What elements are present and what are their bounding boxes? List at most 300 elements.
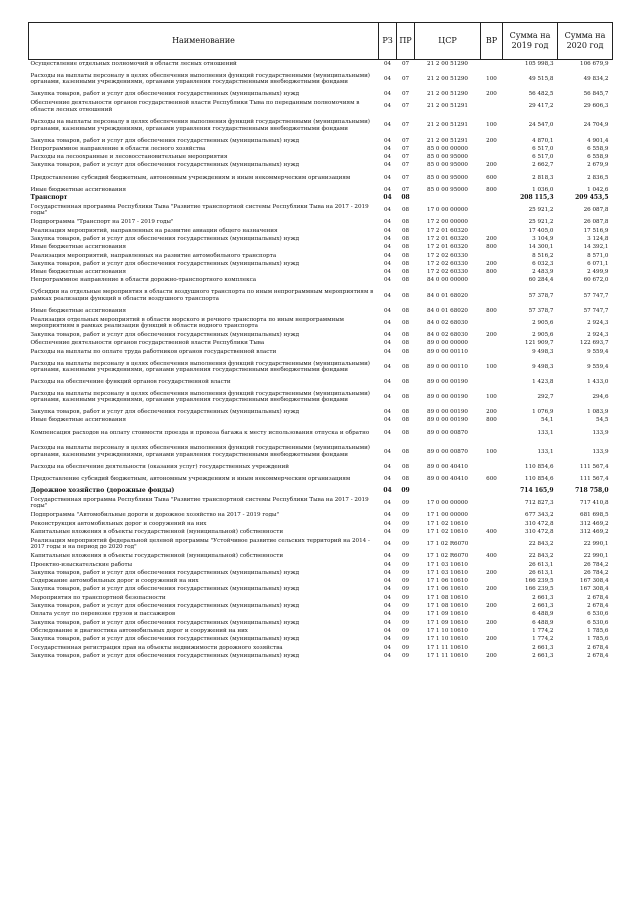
- cell-pr: 07: [401, 154, 410, 161]
- cell-sum-2020: 54,5: [596, 417, 609, 424]
- cell-sum-2019: 6 488,9: [532, 619, 554, 626]
- cell-pr: 07: [401, 103, 410, 110]
- cell-vr: 100: [486, 448, 497, 455]
- cell-name: Содержание автомобильных дорог и сооружений на них: [30, 578, 199, 585]
- cell-name: Капитальные вложения в объекты государственной (муниципальной) собственности: [30, 528, 284, 535]
- table-row: [29, 161, 613, 169]
- cell-sum-2020: 14 392,1: [583, 244, 609, 251]
- table-row: [29, 594, 613, 602]
- cell-name: Закупка товаров, работ и услуг для обеспечения государственных (муниципальных) нужд: [30, 91, 300, 98]
- cell-rz: 04: [383, 512, 392, 519]
- cell-pr: 08: [401, 292, 410, 299]
- cell-sum-2019: 6 488,9: [532, 611, 554, 618]
- cell-vr: 800: [486, 186, 497, 193]
- cell-sum-2020: 106 679,9: [580, 60, 609, 67]
- cell-csr: 17 2 01 60320: [427, 244, 468, 251]
- cell-vr: [481, 252, 503, 260]
- cell-rz: 04: [383, 277, 392, 284]
- cell-pr: 08: [401, 429, 410, 436]
- table-row: [29, 417, 613, 425]
- cell-csr: 89 0 00 40410: [427, 463, 468, 470]
- cell-sum-2020: 26 784,2: [583, 569, 609, 576]
- cell-name: Реализация мероприятий, направленных на развитие авиации общего назначения: [30, 227, 278, 234]
- cell-rz: 04: [383, 409, 392, 416]
- cell-pr: 08: [401, 448, 410, 455]
- cell-name: Закупка товаров, работ и услуг для обеспечения государственных (муниципальных) нужд: [30, 603, 300, 610]
- table-row: [29, 471, 613, 487]
- cell-sum-2020: 122 693,7: [580, 340, 609, 347]
- cell-name: Проектно-изыскательские работы: [30, 561, 133, 568]
- cell-vr: [481, 487, 503, 495]
- cell-sum-2019: 714 165,9: [520, 487, 554, 495]
- table-row: [29, 569, 613, 577]
- cell-csr: 17 1 02 10610: [427, 528, 468, 535]
- cell-sum-2019: 26 613,1: [528, 561, 554, 568]
- cell-sum-2019: 2 483,9: [532, 269, 554, 276]
- cell-vr: 800: [486, 244, 497, 251]
- cell-rz: 04: [383, 475, 392, 482]
- cell-sum-2020: 2 499,9: [587, 269, 609, 276]
- cell-csr: 21 2 00 51291: [427, 137, 468, 144]
- cell-csr: 89 0 00 00190: [427, 417, 468, 424]
- cell-vr: 800: [486, 417, 497, 424]
- cell-rz: 04: [383, 194, 392, 202]
- cell-sum-2019: 17 405,0: [528, 227, 554, 234]
- cell-csr: 85 0 00 95000: [427, 154, 468, 161]
- cell-vr: 600: [486, 174, 497, 181]
- cell-sum-2020: 22 990,1: [583, 553, 609, 560]
- cell-sum-2020: 2 678,4: [587, 652, 609, 659]
- table-row: [29, 495, 613, 511]
- cell-csr: 17 1 11 10610: [427, 652, 468, 659]
- cell-sum-2020: 312 469,2: [580, 528, 609, 535]
- table-row: [29, 194, 613, 202]
- table-row: [29, 528, 613, 536]
- cell-rz: 04: [383, 227, 392, 234]
- cell-name: Реализация мероприятий, направленных на развитие автомобильного транспорта: [30, 252, 277, 259]
- cell-pr: 08: [401, 244, 410, 251]
- cell-name: Оплата услуг по перевозке грузов и пассажиров: [30, 611, 176, 618]
- cell-vr: 100: [486, 76, 497, 83]
- cell-csr: 89 0 00 00190: [427, 394, 468, 401]
- cell-pr: 07: [401, 122, 410, 129]
- cell-name: Компенсация расходов на оплату стоимости проезда и провоза багажа к месту использования отпуска и обратно: [30, 429, 370, 436]
- budget-table: [28, 22, 613, 660]
- cell-pr: 08: [401, 307, 410, 314]
- cell-sum-2020: 111 567,4: [580, 463, 609, 470]
- table-row: [29, 463, 613, 471]
- cell-sum-2020: 6 558,9: [587, 145, 609, 152]
- header-csr: ЦСР: [415, 23, 481, 60]
- table-row: [29, 386, 613, 408]
- cell-pr: 08: [401, 475, 410, 482]
- cell-pr: 07: [401, 162, 410, 169]
- cell-name: Непрограммное направление в области дорожно-транспортного комплекса: [30, 277, 257, 284]
- cell-csr: 21 2 00 51290: [427, 60, 468, 67]
- cell-rz: 04: [383, 162, 392, 169]
- cell-pr: 08: [401, 277, 410, 284]
- cell-vr: 200: [486, 91, 497, 98]
- cell-sum-2020: 167 308,4: [580, 578, 609, 585]
- cell-sum-2019: 29 417,2: [528, 103, 554, 110]
- cell-csr: 84 0 01 68020: [427, 292, 468, 299]
- cell-name: Иные бюджетные ассигнования: [30, 186, 126, 193]
- cell-vr: [481, 378, 503, 386]
- table-body: [29, 60, 613, 661]
- cell-sum-2020: 17 516,9: [583, 227, 609, 234]
- cell-pr: 07: [401, 145, 410, 152]
- table-row: [29, 276, 613, 284]
- cell-pr: 07: [401, 186, 410, 193]
- table-row: [29, 441, 613, 463]
- cell-sum-2019: 2 661,3: [532, 644, 554, 651]
- cell-vr: [481, 276, 503, 284]
- table-row: [29, 145, 613, 153]
- cell-rz: 04: [383, 60, 392, 67]
- cell-sum-2019: 166 239,5: [525, 586, 554, 593]
- header-rz: РЗ: [379, 23, 397, 60]
- cell-csr: 17 2 02 60330: [427, 260, 468, 267]
- cell-vr: 100: [486, 363, 497, 370]
- cell-sum-2020: 6 558,9: [587, 154, 609, 161]
- cell-name: Обеспечение деятельности органов государственной власти Республики Тыва по переданным полномочиям в области лесных отношений: [30, 100, 360, 113]
- cell-pr: 07: [401, 174, 410, 181]
- cell-name: Подпрограмма "Автомобильные дороги и дорожное хозяйство на 2017 - 2019 годы": [30, 512, 280, 519]
- cell-pr: 08: [401, 394, 410, 401]
- cell-pr: 09: [401, 541, 410, 548]
- cell-rz: 04: [383, 186, 392, 193]
- cell-csr: 17 1 08 10610: [427, 594, 468, 601]
- cell-pr: 09: [401, 561, 410, 568]
- cell-sum-2020: 1 083,9: [587, 409, 609, 416]
- cell-pr: 08: [401, 340, 410, 347]
- cell-sum-2019: 57 378,7: [528, 292, 554, 299]
- table-row: [29, 520, 613, 528]
- cell-sum-2020: 60 672,0: [583, 277, 609, 284]
- cell-name: Реконструкция автомобильных дорог и сооружений на них: [30, 520, 207, 527]
- cell-rz: 04: [383, 569, 392, 576]
- cell-name: Обеспечение деятельности органов государственной власти Республики Тыва: [30, 340, 265, 347]
- cell-sum-2020: 2 678,4: [587, 594, 609, 601]
- cell-pr: 09: [401, 512, 410, 519]
- table-row: [29, 170, 613, 186]
- table-row: [29, 378, 613, 386]
- cell-pr: 09: [401, 627, 410, 634]
- cell-rz: 04: [383, 528, 392, 535]
- cell-csr: 17 1 06 10610: [427, 578, 468, 585]
- cell-csr: 84 0 02 68030: [427, 319, 468, 326]
- cell-rz: 04: [383, 561, 392, 568]
- cell-vr: [481, 99, 503, 115]
- cell-rz: 04: [383, 260, 392, 267]
- cell-csr: 85 0 00 95000: [427, 162, 468, 169]
- cell-csr: 17 0 00 00000: [427, 500, 468, 507]
- cell-rz: 04: [383, 636, 392, 643]
- cell-pr: 09: [401, 603, 410, 610]
- cell-csr: 89 0 00 40410: [427, 475, 468, 482]
- table-row: [29, 90, 613, 98]
- cell-sum-2020: 26 087,8: [583, 207, 609, 214]
- cell-sum-2019: 1 423,8: [532, 378, 554, 385]
- cell-vr: [481, 463, 503, 471]
- cell-sum-2020: 24 704,9: [583, 122, 609, 129]
- cell-pr: 07: [401, 91, 410, 98]
- cell-pr: 09: [401, 594, 410, 601]
- cell-sum-2019: 60 284,4: [528, 277, 554, 284]
- cell-rz: 04: [383, 541, 392, 548]
- table-row: [29, 561, 613, 569]
- cell-rz: 04: [383, 578, 392, 585]
- cell-name: Закупка товаров, работ и услуг для обеспечения государственных (муниципальных) нужд: [30, 260, 300, 267]
- cell-rz: 04: [383, 103, 392, 110]
- cell-name: Осуществление отдельных полномочий в области лесных отношений: [30, 60, 237, 67]
- cell-csr: 89 0 00 00000: [427, 340, 468, 347]
- cell-vr: [481, 577, 503, 585]
- cell-pr: 09: [401, 578, 410, 585]
- cell-sum-2019: 4 870,1: [532, 137, 554, 144]
- cell-csr: 17 1 02 10610: [427, 520, 468, 527]
- table-header: [29, 23, 613, 60]
- cell-rz: 04: [383, 319, 392, 326]
- table-row: [29, 137, 613, 145]
- table-row: [29, 627, 613, 635]
- cell-pr: 08: [401, 463, 410, 470]
- cell-sum-2020: 57 747,7: [583, 307, 609, 314]
- cell-name: Государственная программа Республики Тыва "Развитие транспортной системы Республики Тыва на 2017 - 2019 годы": [30, 203, 369, 217]
- cell-vr: [481, 610, 503, 618]
- table-row: [29, 202, 613, 218]
- cell-csr: 17 1 02 R6070: [426, 541, 469, 548]
- cell-csr: 89 0 00 00190: [427, 378, 468, 385]
- cell-vr: [481, 218, 503, 226]
- budget-document-page: [28, 22, 612, 660]
- table-row: [29, 644, 613, 652]
- cell-name: Транспорт: [30, 194, 68, 202]
- table-row: [29, 619, 613, 627]
- cell-pr: 09: [401, 636, 410, 643]
- cell-pr: 08: [401, 331, 410, 338]
- cell-vr: 200: [486, 586, 497, 593]
- cell-sum-2019: 25 921,2: [528, 219, 554, 226]
- cell-sum-2020: 6 071,1: [587, 260, 609, 267]
- cell-sum-2019: 9 498,3: [532, 348, 554, 355]
- cell-csr: 17 2 00 00000: [427, 219, 468, 226]
- cell-sum-2020: 6 530,6: [587, 619, 609, 626]
- cell-name: Субсидии на отдельные мероприятия в области воздушного транспорта по иным непрограммным мероприятиям в рамках реализации функций в области воздушного транспорта: [30, 289, 374, 302]
- table-row: [29, 586, 613, 594]
- cell-sum-2020: 8 571,0: [587, 252, 609, 259]
- cell-rz: 04: [383, 154, 392, 161]
- cell-vr: [481, 511, 503, 519]
- table-row: [29, 60, 613, 69]
- cell-rz: 04: [383, 652, 392, 659]
- cell-sum-2020: 133,9: [592, 448, 609, 455]
- cell-vr: 200: [486, 137, 497, 144]
- table-row: [29, 331, 613, 339]
- cell-rz: 04: [383, 207, 392, 214]
- cell-csr: 89 0 00 00110: [427, 348, 468, 355]
- table-row: [29, 652, 613, 660]
- cell-csr: 17 1 09 10610: [427, 611, 468, 618]
- cell-vr: [481, 194, 503, 202]
- cell-sum-2020: 2 678,4: [587, 644, 609, 651]
- cell-sum-2020: 2 924,3: [587, 319, 609, 326]
- header-name: Наименование: [29, 23, 379, 60]
- cell-pr: 08: [401, 269, 410, 276]
- cell-pr: 08: [401, 363, 410, 370]
- table-row: [29, 268, 613, 276]
- cell-name: Закупка товаров, работ и услуг для обеспечения государственных (муниципальных) нужд: [30, 586, 300, 593]
- cell-rz: 04: [383, 122, 392, 129]
- cell-name: Реализация отдельных мероприятий в области морского и речного транспорта по иным непрограммным мероприятиям в рамках реализации функций в области водного транспорта: [30, 316, 345, 330]
- cell-sum-2019: 121 909,7: [525, 340, 554, 347]
- cell-name: Закупка товаров, работ и услуг для обеспечения государственных (муниципальных) нужд: [30, 162, 300, 169]
- cell-sum-2020: 4 901,4: [587, 137, 609, 144]
- cell-sum-2020: 26 087,8: [583, 219, 609, 226]
- table-row: [29, 260, 613, 268]
- cell-sum-2019: 9 498,3: [532, 363, 554, 370]
- cell-sum-2019: 110 854,6: [525, 475, 554, 482]
- table-row: [29, 356, 613, 378]
- cell-vr: [481, 627, 503, 635]
- cell-pr: 08: [401, 319, 410, 326]
- cell-vr: 800: [486, 269, 497, 276]
- cell-pr: 08: [401, 207, 410, 214]
- cell-csr: 17 1 10 10610: [427, 636, 468, 643]
- cell-name: Расходы на обеспечение деятельности (оказания услуг) государственных учреждений: [30, 463, 289, 470]
- cell-vr: 100: [486, 122, 497, 129]
- cell-name: Расходы на лесоохранные и лесовосстановительные мероприятия: [30, 154, 228, 161]
- cell-name: Закупка товаров, работ и услуг для обеспечения государственных (муниципальных) нужд: [30, 619, 300, 626]
- cell-name: Обследование и диагностика автомобильных дорог и сооружений на них: [30, 627, 248, 634]
- cell-rz: 04: [383, 269, 392, 276]
- cell-rz: 04: [383, 611, 392, 618]
- table-row: [29, 536, 613, 552]
- cell-vr: [481, 520, 503, 528]
- cell-csr: 17 2 02 60330: [427, 252, 468, 259]
- cell-name: Предоставление субсидий бюджетным, автономным учреждениям и иным некоммерческим организациям: [30, 174, 351, 181]
- cell-name: Расходы на выплаты персоналу в целях обеспечения выполнения функций государственными (муниципальными) органами, казенными учреждениями, органами управления государственными внебюджетными фондами: [30, 72, 370, 86]
- cell-sum-2020: 2 836,5: [587, 174, 609, 181]
- cell-sum-2019: 292,7: [537, 394, 554, 401]
- cell-sum-2019: 2 905,6: [532, 331, 554, 338]
- cell-sum-2019: 133,1: [537, 429, 554, 436]
- cell-vr: [481, 348, 503, 356]
- cell-name: Расходы на выплаты персоналу в целях обеспечения выполнения функций государственными (муниципальными) органами, казенными учреждениями, органами управления государственными внебюджетными фондами: [30, 445, 370, 458]
- cell-name: Закупка товаров, работ и услуг для обеспечения государственных (муниципальных) нужд: [30, 137, 300, 144]
- table-row: [29, 218, 613, 226]
- table-row: [29, 227, 613, 235]
- cell-sum-2019: 8 516,2: [532, 252, 554, 259]
- cell-vr: [481, 202, 503, 218]
- cell-sum-2019: 310 472,8: [525, 520, 554, 527]
- cell-sum-2019: 677 343,2: [525, 512, 554, 519]
- cell-sum-2019: 6 032,3: [532, 260, 554, 267]
- cell-pr: 09: [401, 619, 410, 626]
- table-row: [29, 552, 613, 560]
- cell-sum-2020: 1 042,6: [587, 186, 609, 193]
- cell-name: Иные бюджетные ассигнования: [30, 244, 126, 251]
- cell-sum-2020: 49 834,2: [583, 76, 609, 83]
- cell-sum-2019: 14 300,1: [528, 244, 554, 251]
- cell-vr: 200: [486, 331, 497, 338]
- cell-sum-2020: 209 453,5: [575, 194, 609, 202]
- cell-sum-2020: 9 559,4: [587, 363, 609, 370]
- cell-pr: 09: [401, 528, 410, 535]
- header-vr: ВР: [481, 23, 503, 60]
- header-sum-2019: Сумма на 2019 год: [503, 23, 558, 60]
- cell-rz: 04: [383, 644, 392, 651]
- table-row: [29, 610, 613, 618]
- cell-sum-2020: 312 469,2: [580, 520, 609, 527]
- cell-rz: 04: [383, 500, 392, 507]
- cell-sum-2020: 1 433,0: [587, 378, 609, 385]
- cell-rz: 04: [383, 235, 392, 242]
- cell-sum-2019: 2 661,3: [532, 594, 554, 601]
- cell-rz: 04: [383, 348, 392, 355]
- cell-name: Реализация мероприятий федеральной целевой программы "Устойчивое развитие сельских территорий на 2014 - 2017 годы и на период до 2020 год": [30, 537, 370, 551]
- cell-csr: 89 0 00 00870: [427, 429, 468, 436]
- cell-sum-2019: 54,1: [541, 417, 554, 424]
- cell-rz: 04: [383, 292, 392, 299]
- cell-pr: 09: [401, 520, 410, 527]
- cell-sum-2020: 111 567,4: [580, 475, 609, 482]
- cell-vr: 200: [486, 409, 497, 416]
- table-row: [29, 307, 613, 315]
- table-row: [29, 315, 613, 331]
- cell-sum-2019: 24 547,0: [528, 122, 554, 129]
- cell-csr: 17 1 03 10610: [427, 561, 468, 568]
- cell-sum-2019: 22 843,2: [528, 541, 554, 548]
- cell-vr: [481, 315, 503, 331]
- cell-rz: 04: [383, 137, 392, 144]
- cell-vr: 100: [486, 394, 497, 401]
- cell-sum-2020: 3 124,8: [587, 235, 609, 242]
- cell-pr: 09: [401, 487, 410, 495]
- cell-sum-2019: 2 905,6: [532, 319, 554, 326]
- cell-csr: 89 0 00 00870: [427, 448, 468, 455]
- cell-csr: 17 1 09 10610: [427, 619, 468, 626]
- cell-csr: 21 2 00 51291: [427, 122, 468, 129]
- cell-name: Иные бюджетные ассигнования: [30, 269, 126, 276]
- cell-pr: 08: [401, 227, 410, 234]
- table-row: [29, 153, 613, 161]
- table-row: [29, 511, 613, 519]
- cell-sum-2020: 29 606,3: [583, 103, 609, 110]
- cell-vr: [481, 153, 503, 161]
- cell-pr: 09: [401, 569, 410, 576]
- cell-rz: 04: [383, 448, 392, 455]
- cell-vr: 800: [486, 307, 497, 314]
- cell-sum-2019: 22 843,2: [528, 553, 554, 560]
- cell-rz: 04: [383, 627, 392, 634]
- cell-sum-2019: 712 827,3: [525, 500, 554, 507]
- cell-name: Государственная программа Республики Тыва "Развитие транспортной системы Республики Тыва на 2017 - 2019 годы": [30, 497, 369, 510]
- cell-rz: 04: [383, 145, 392, 152]
- cell-sum-2019: 1 774,2: [532, 627, 554, 634]
- cell-name: Закупка товаров, работ и услуг для обеспечения государственных (муниципальных) нужд: [30, 331, 300, 338]
- cell-rz: 04: [383, 174, 392, 181]
- cell-sum-2019: 25 921,2: [528, 207, 554, 214]
- cell-csr: 21 2 00 51290: [427, 76, 468, 83]
- cell-csr: 17 1 06 10610: [427, 586, 468, 593]
- cell-csr: 17 1 11 10610: [427, 644, 468, 651]
- cell-rz: 04: [383, 603, 392, 610]
- cell-rz: 04: [383, 244, 392, 251]
- cell-pr: 09: [401, 586, 410, 593]
- cell-vr: [481, 285, 503, 307]
- table-row: [29, 487, 613, 495]
